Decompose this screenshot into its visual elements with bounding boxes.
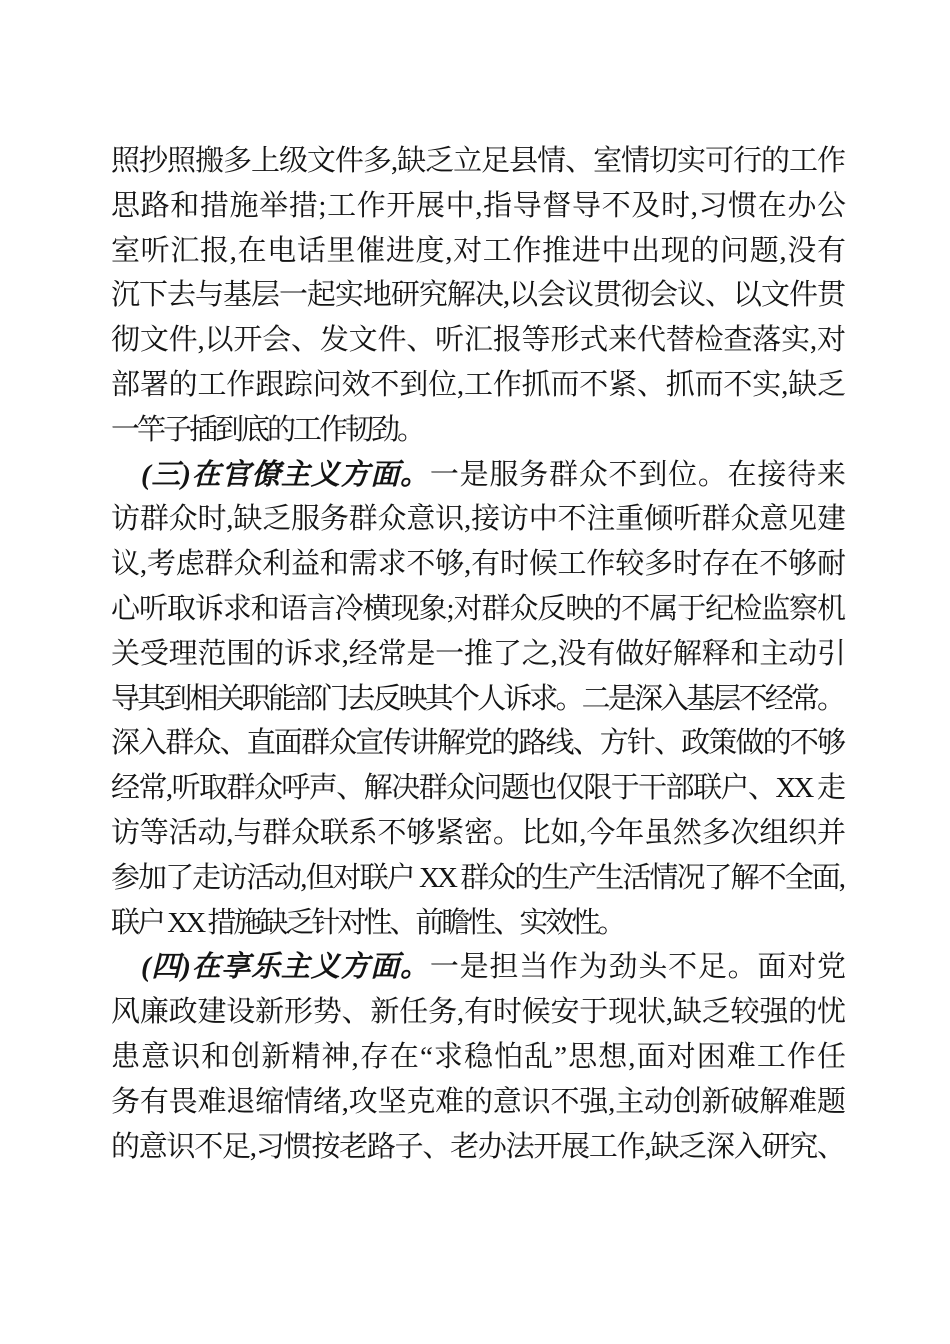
document-text-block [111, 139, 843, 1169]
text-line: 联户 XX 措施缺乏针对性、前瞻性、实效性。 [111, 906, 624, 939]
text-line: 照抄照搬多上级文件多,缺乏立足县情、室情切实可行的工作 [111, 145, 843, 177]
text-line: 议,考虑群众利益和需求不够,有时候工作较多时存在不够耐 [111, 548, 843, 581]
text-line: 访群众时,缺乏服务群众意识,接访中不注重倾听群众意见建 [111, 503, 843, 536]
text-line [111, 945, 843, 990]
text-line: 部署的工作跟踪问效不到位,工作抓而不紧、抓而不实,缺乏 [111, 368, 843, 401]
text-line: 导其到相关职能部门去反映其个人诉求。二是深入基层不经常。 [111, 682, 843, 715]
text-line: 的意识不足,习惯按老路子、老办法开展工作,缺乏深入研究、 [111, 1130, 843, 1163]
section-heading-hedonism: (四)在享乐主义方面。 [141, 951, 430, 984]
text-line: 患意识和创新精神,存在“求稳怕乱”思想,面对困难工作任 [111, 1040, 843, 1073]
text-line: 访等活动,与群众联系不够紧密。比如,今年虽然多次组织并 [111, 816, 843, 849]
text-line: 深入群众、直面群众宣传讲解党的路线、方针、政策做的不够 [111, 727, 843, 760]
section-heading-bureaucracy: (三)在官僚主义方面。 [141, 458, 430, 491]
text-line: 务有畏难退缩情绪,攻坚克难的意识不强,主动创新破解难题 [111, 1085, 843, 1118]
text-line: 心听取诉求和语言冷横现象;对群众反映的不属于纪检监察机 [111, 592, 843, 625]
text-line: 沉下去与基层一起实地研究解决,以会议贯彻会议、以文件贯 [111, 279, 843, 312]
text-line: 关受理范围的诉求,经常是一推了之,没有做好解释和主动引 [111, 637, 843, 670]
text-line: 室听汇报,在电话里催进度,对工作推进中出现的问题,没有 [111, 234, 843, 267]
text-line: 参加了走访活动,但对联户 XX 群众的生产生活情况了解不全面, [111, 861, 843, 894]
text-line: 彻文件,以开会、发文件、听汇报等形式来代替检查落实,对 [111, 324, 843, 357]
text-line: 风廉政建设新形势、新任务,有时候安于现状,缺乏较强的忧 [111, 996, 843, 1029]
text-line: 思路和措施举措;工作开展中,指导督导不及时,习惯在办公 [111, 189, 843, 222]
text-line: 经常,听取群众呼声、解决群众问题也仅限于干部联户、XX 走 [111, 772, 843, 805]
section-lead-text: 一是服务群众不到位。在接待来 [429, 458, 843, 491]
section-lead-text: 一是担当作为劲头不足。面对党 [429, 951, 843, 984]
text-line: 一竿子插到底的工作韧劲。 [111, 413, 424, 446]
text-line [111, 453, 843, 498]
